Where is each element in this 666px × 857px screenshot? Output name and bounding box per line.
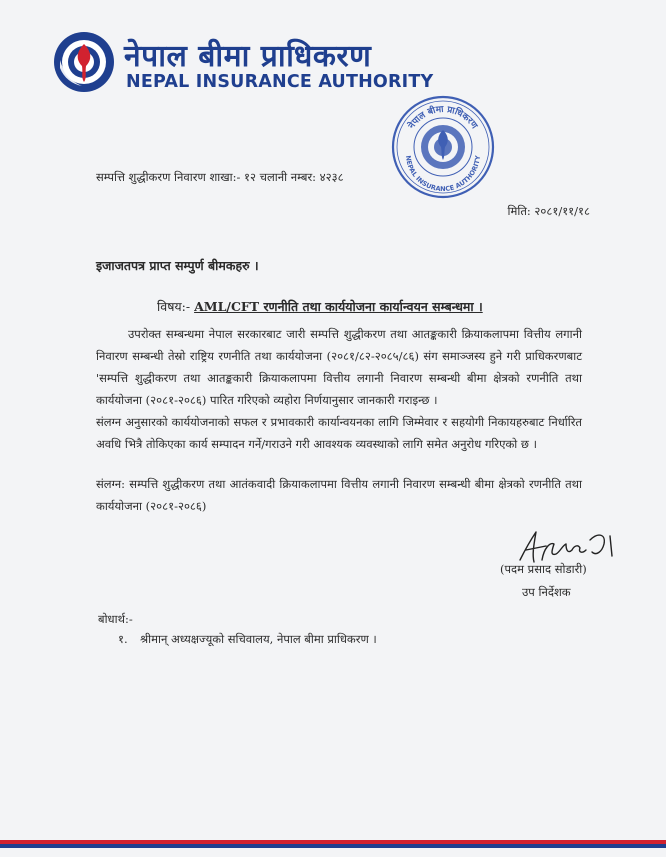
attachment-note: संलग्न: सम्पत्ति शुद्धीकरण तथा आतंकवादी क्रियाकलापमा वित्तीय लगानी निवारण सम्बन्धी बीमा क्षेत्रको रणनीति तथा कार्ययोजना (२०८१-२०८६): [96, 477, 582, 513]
recipient: इजाजतपत्र प्राप्त सम्पुर्ण बीमकहरु ।: [96, 258, 259, 273]
subject-text: AML/CFT रणनीति तथा कार्ययोजना कार्यान्वयन सम्बन्धमा ।: [194, 299, 483, 314]
org-name-nepali: नेपाल बीमा प्राधिकरण: [124, 39, 372, 74]
subject-line: [157, 298, 483, 315]
copy-to-item: [118, 632, 377, 647]
org-name-english: NEPAL INSURANCE AUTHORITY: [126, 72, 434, 92]
nepal-insurance-authority-logo-icon: [52, 30, 116, 94]
body-paragraph-1: उपरोक्त सम्बन्धमा नेपाल सरकारबाट जारी सम्पत्ति शुद्धीकरण तथा आतङ्ककारी क्रियाकलापमा वित्तीय लगानी निवारण सम्बन्धी तेस्रो राष्ट्रिय रणनीति तथा कार्ययोजना (२०८१/८२-२०८५/८६) संग समाञ्जस्य हुने गरी प्राधिकरणबाट 'सम्पत्ति शुद्धीकरण तथा आतङ्ककारी क्रियाकलापमा वित्तीय लगानी निवारण सम्बन्धी बीमा क्षेत्रको रणनीति तथा कार्ययोजना (२०८१-२०८६) पारित गरिएको व्यहोरा निर्णयानुसार जानकारी गराइन्छ ।: [96, 327, 582, 407]
svg-text:NEPAL INSURANCE AUTHORITY: NEPAL INSURANCE AUTHORITY: [403, 155, 483, 194]
letter-date: मिति: २०८१/११/१८: [507, 204, 590, 218]
signatory-title: उप निर्देशक: [522, 585, 571, 599]
copy-to-label: बोधार्थ:-: [98, 612, 133, 626]
footer-color-bar: [0, 840, 666, 857]
subject-prefix: विषय:-: [157, 299, 195, 314]
copy-to-item-text: श्रीमान् अध्यक्षज्यूको सचिवालय, नेपाल बीमा प्राधिकरण ।: [140, 632, 377, 646]
signatory-name: (पदम प्रसाद सोडारी): [500, 562, 587, 576]
body-paragraph-2: संलग्न अनुसारको कार्ययोजनाको सफल र प्रभावकारी कार्यान्वयनका लागि जिम्मेवार र सहयोगी निकायहरुबाट निर्धारित अवधि भित्रै तोकिएका कार्य सम्पादन गर्ने/गराउने गरी आवश्यक व्यवस्थाको लागि समेत अनुरोध गरिएको छ ।: [96, 415, 582, 451]
footer-blue-stripe: [0, 844, 666, 848]
svg-text:नेपाल बीमा प्राधिकरण: नेपाल बीमा प्राधिकरण: [407, 104, 479, 131]
reference-number: सम्पत्ति शुद्धीकरण निवारण शाखा:- १२ चलानी नम्बर: ४२३८: [96, 170, 344, 184]
official-seal-stamp: [388, 92, 498, 202]
copy-to-item-number: १.: [118, 632, 128, 646]
